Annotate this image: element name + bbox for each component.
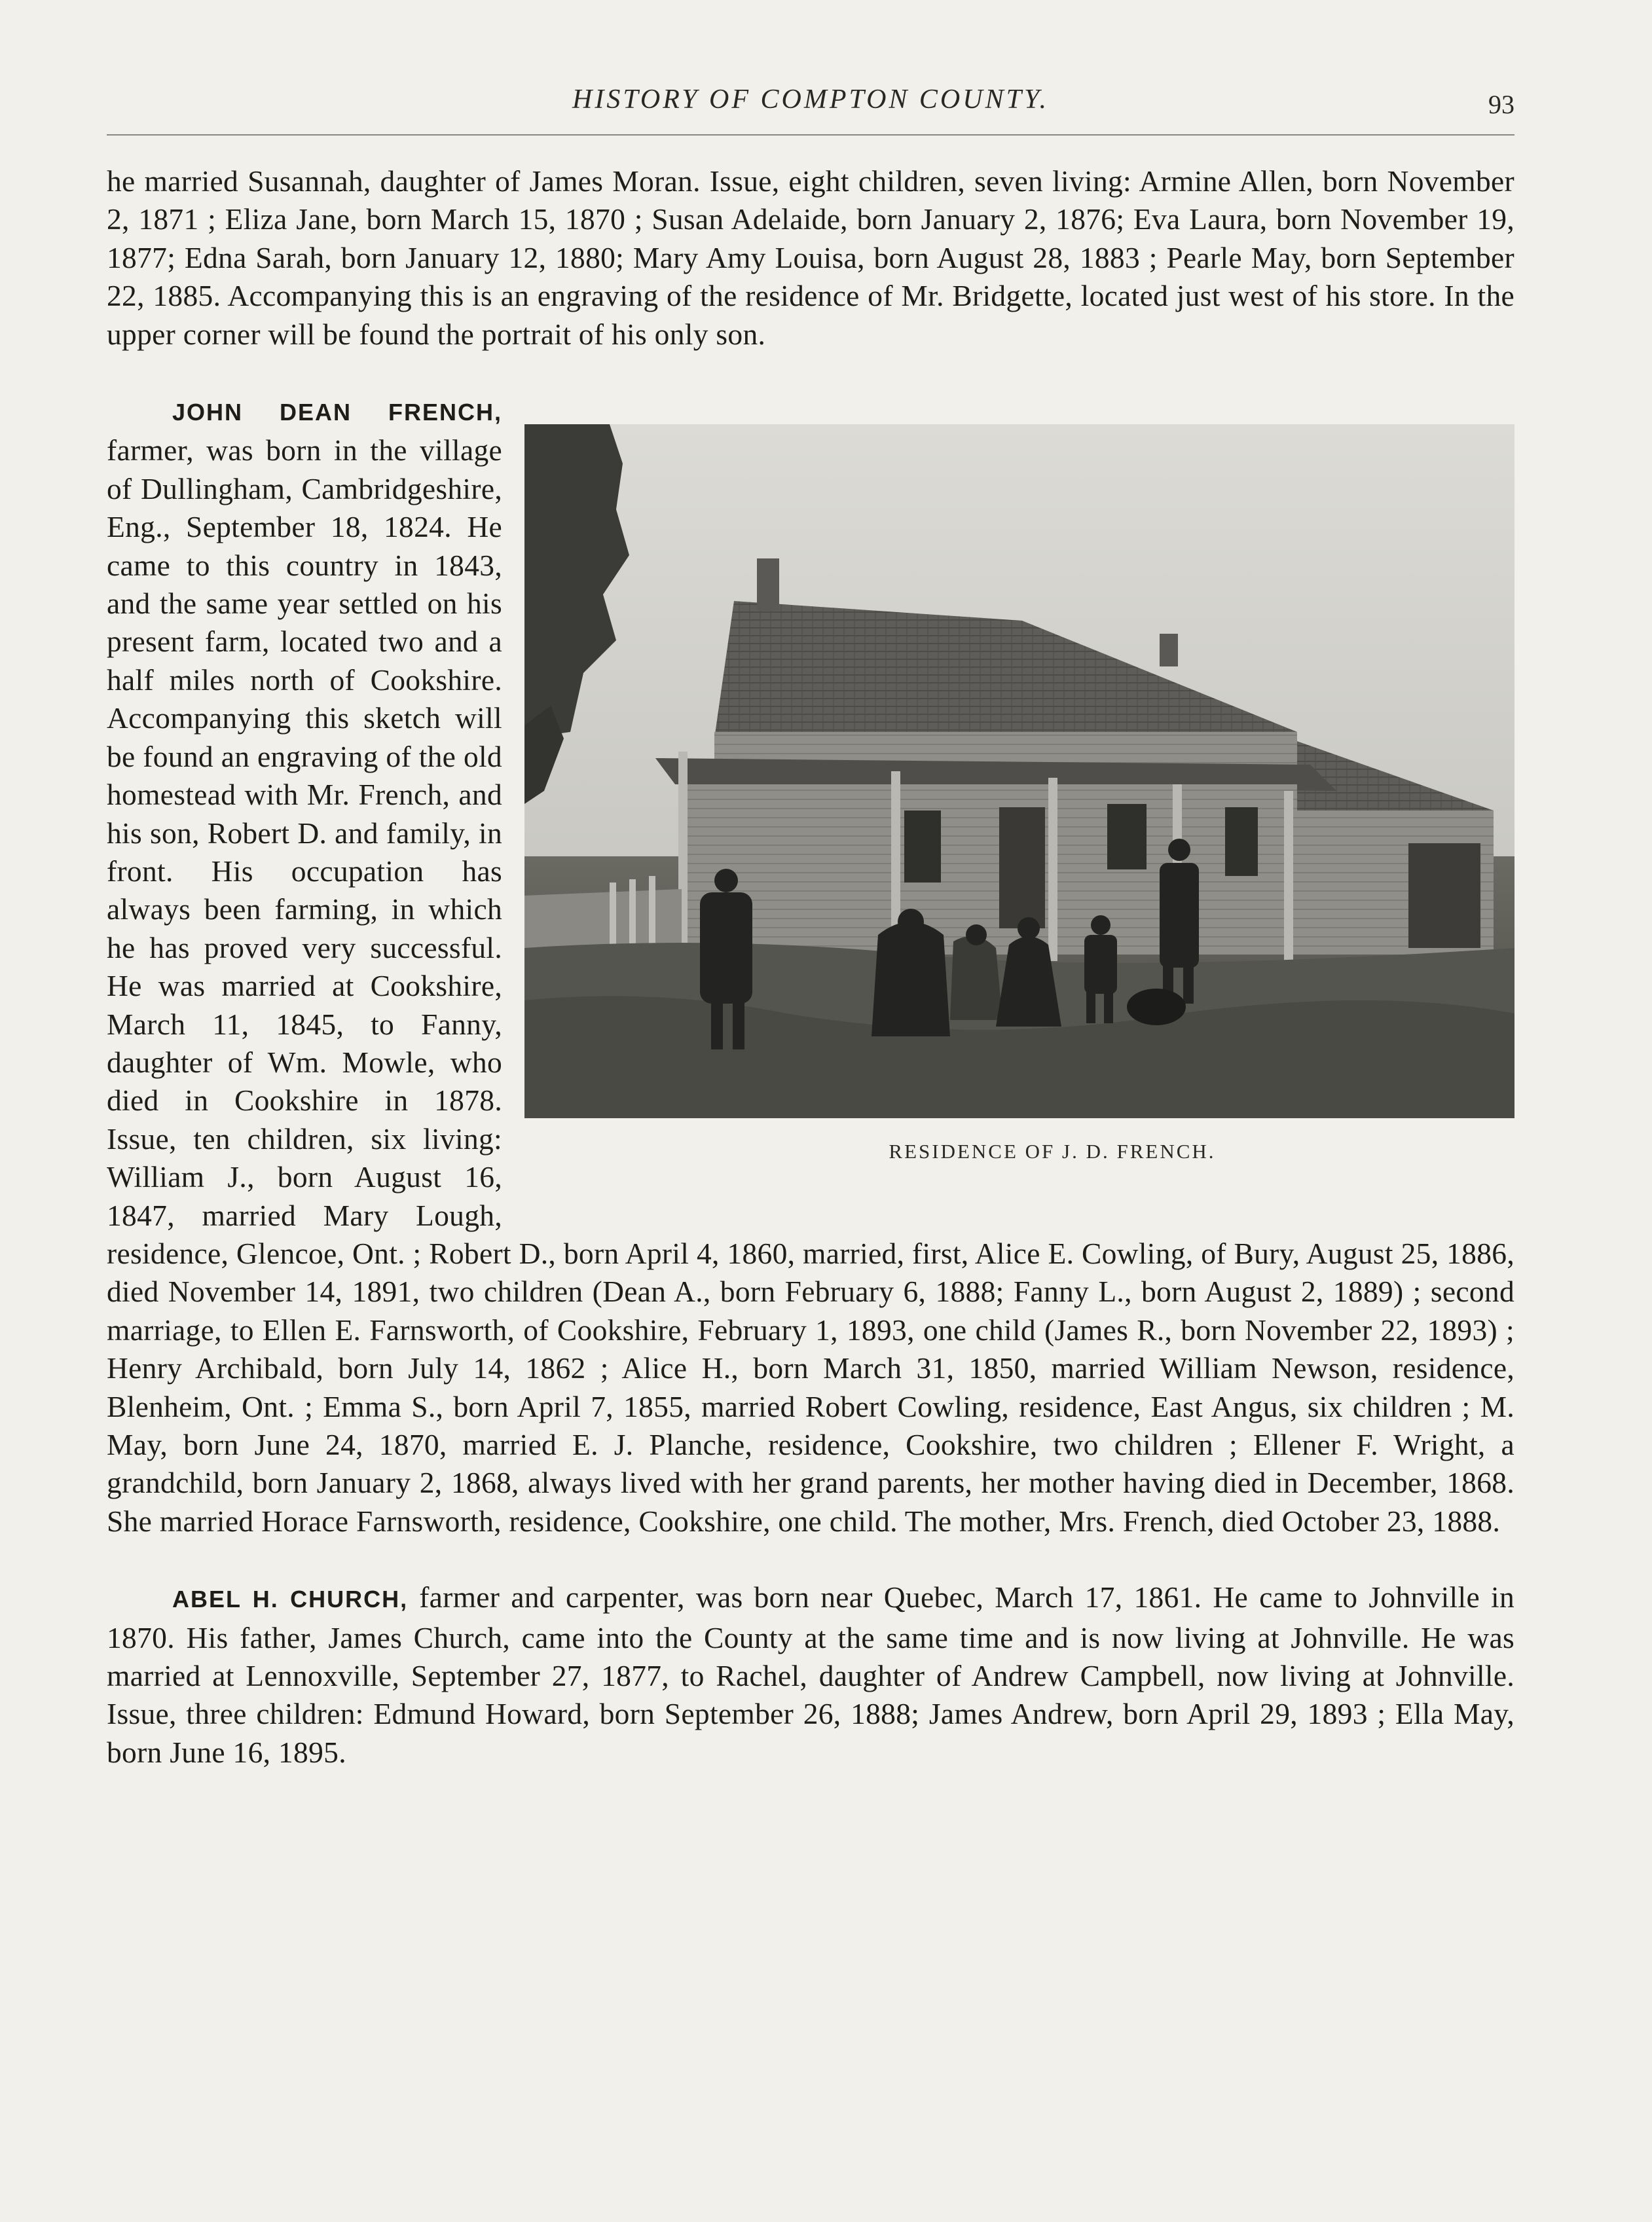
residence-photo — [524, 424, 1514, 1118]
running-title: HISTORY OF COMPTON COUNTY. — [572, 84, 1049, 115]
window-2 — [1107, 804, 1147, 869]
window-1 — [904, 810, 941, 883]
header-rule — [107, 134, 1514, 136]
running-head — [107, 80, 1514, 132]
chimney-right — [1160, 634, 1178, 666]
paragraph-john-dean-french — [107, 392, 1514, 1540]
figure-caption: RESIDENCE OF J. D. FRENCH. — [889, 1140, 1216, 1163]
window-3 — [1225, 807, 1258, 876]
door — [999, 807, 1045, 928]
page-number: 93 — [1488, 90, 1514, 119]
chimney-left — [757, 558, 779, 611]
main-wall — [682, 784, 1297, 955]
paragraph-abel-church — [107, 1578, 1514, 1772]
body-text — [107, 162, 1514, 1772]
person-name-abel-church: ABEL H. CHURCH, — [172, 1586, 409, 1613]
paragraph-text-john-dean-french: farmer, was born in the village of Dullingham, Cambridgeshire, Eng., September 18, 1824. He came to this country in 1843, and the same year settled on his present farm, located two and a half miles north of Cookshire. Accompanying this sketch will be found an engraving of the old homestead with Mr. French, and his son, Robert D. and family, in front. His occupation has always been farming, in which he has proved very successful. He was married at Cookshire, March 11, 1845, to Fanny, daughter of Wm. Mowle, who died in Cookshire in 1878. Issue, ten children, six living: William J., born August 16, 1847, married Mary Lough, residence, Glencoe, Ont. ; Robert D., born April 4, 1860, married, first, Alice E. Cowling, of Bury, August 25, 1886, died November 14, 1891, two children (Dean A., born February 6, 1888; Fanny L., born August 2, 1889) ; second marriage, to Ellen E. Farnsworth, of Cookshire, February 1, 1893, one child (James R., born November 22, 1893) ; Henry Archibald, born July 14, 1862 ; Alice H., born March 31, 1850, married William Newson, residence, Blenheim, Ont. ; Emma S., born April 7, 1855, married Robert Cowling, residence, East Angus, six children ; M. May, born June 24, 1870, married E. J. Planche, residence, Cookshire, two children ; Ellener F. Wright, a grandchild, born January 2, 1868, always lived with her grand parents, her mother having died in December, 1868. She married Horace Farnsworth, residence, Cookshire, one child. The mother, Mrs. French, died October 23, 1888. — [107, 433, 1514, 1538]
paragraph-moran: he married Susannah, daughter of James Moran. Issue, eight children, seven living: Armine Allen, born November 2, 1871 ; Eliza Jane, born March 15, 1870 ; Susan Adelaide, born January 2, 1876; Eva Laura, born November 19, 1877; Edna Sarah, born January 12, 1880; Mary Amy Louisa, born August 28, 1883 ; Pearle May, born September 22, 1885. Accompanying this is an engraving of the residence of Mr. Bridgette, located just west of his store. In the upper corner will be found the portrait of his only son. — [107, 164, 1514, 351]
residence-figure — [524, 424, 1514, 1223]
residence-illustration — [524, 424, 1514, 1118]
paragraph-text-abel-church: farmer and carpenter, was born near Quebec, March 17, 1861. He came to Johnville in 1870. His father, James Church, came into the County at the same time and is now living at Johnville. He was married at Lennoxville, September 27, 1877, to Rachel, daughter of Andrew Campbell, now living at Johnville. Issue, three children: Edmund Howard, born September 26, 1888; James Andrew, born April 29, 1893 ; Ella May, born June 16, 1895. — [107, 1580, 1515, 1769]
person-name-john-dean-french: JOHN DEAN FRENCH, — [172, 399, 502, 426]
